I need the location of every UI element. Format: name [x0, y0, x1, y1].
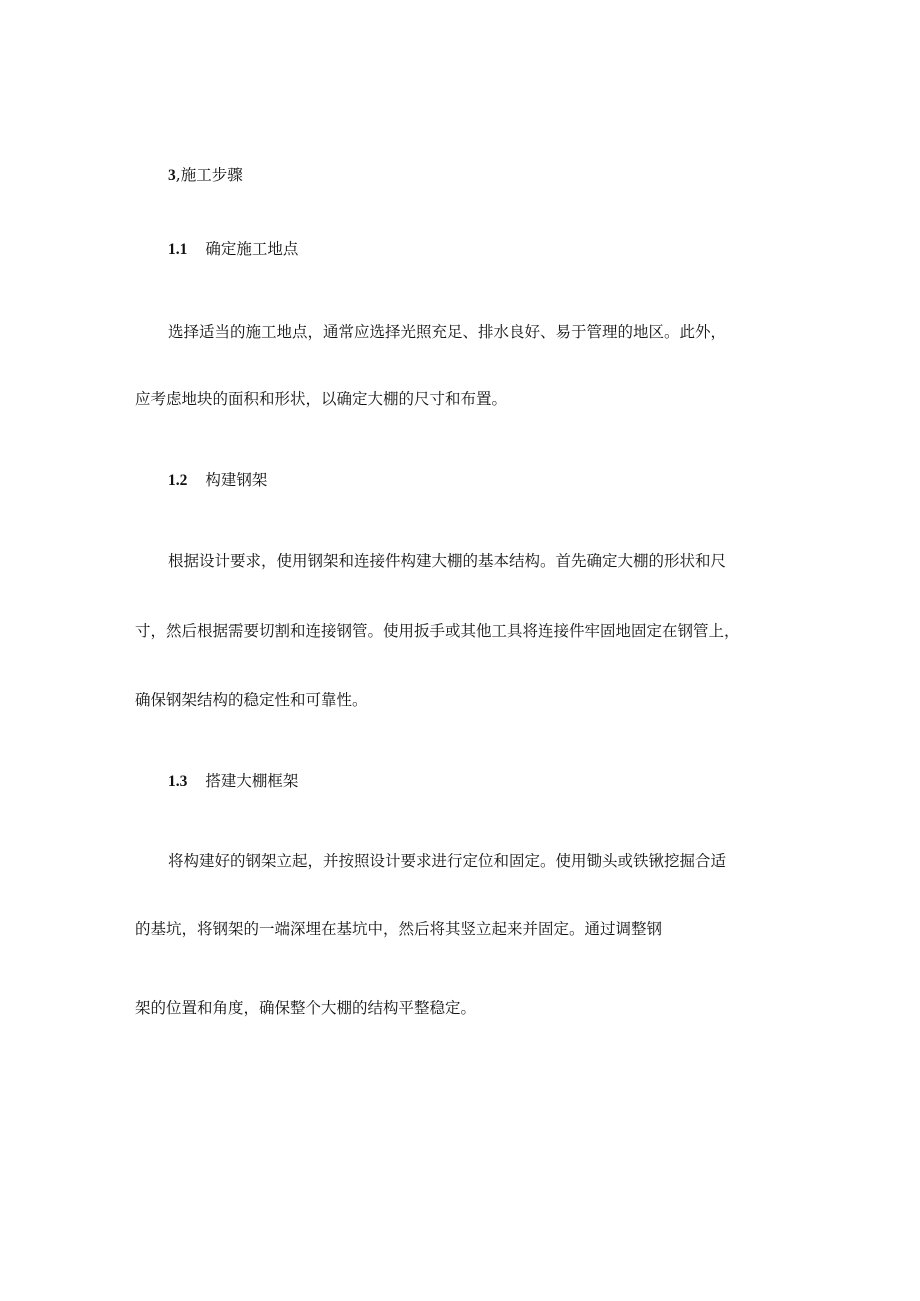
subsection-heading — [168, 771, 298, 792]
section-separator: , — [175, 166, 181, 184]
subsection-title: 搭建大棚框架 — [205, 772, 299, 790]
paragraph-line: 的基坑，将钢架的一端深埋在基坑中，然后将其竖立起来并固定。通过调整钢 — [135, 920, 663, 938]
subsection-title: 构建钢架 — [205, 471, 268, 489]
subsection-number: 1.3 — [168, 773, 188, 790]
paragraph-line: 根据设计要求，使用钢架和连接件构建大棚的基本结构。首先确定大棚的形状和尺 — [168, 552, 727, 570]
paragraph-line: 应考虑地块的面积和形状，以确定大棚的尺寸和布置。 — [135, 390, 508, 408]
paragraph-line: 选择适当的施工地点，通常应选择光照充足、排水良好、易于管理的地区。此外， — [168, 323, 727, 341]
subsection-heading — [168, 470, 267, 491]
subsection-heading — [168, 239, 298, 260]
subsection-title: 确定施工地点 — [205, 240, 299, 258]
subsection-number: 1.1 — [168, 241, 188, 258]
section-heading — [168, 165, 243, 186]
paragraph-line: 将构建好的钢架立起，并按照设计要求进行定位和固定。使用锄头或铁锹挖掘合适 — [168, 852, 727, 870]
paragraph-line: 确保钢架结构的稳定性和可靠性。 — [135, 691, 368, 709]
section-title: 施工步骤 — [180, 166, 243, 184]
paragraph-line: 架的位置和角度，确保整个大棚的结构平整稳定。 — [135, 999, 477, 1017]
section-number: 3 — [168, 167, 176, 184]
subsection-number: 1.2 — [168, 472, 188, 489]
paragraph-line: 寸，然后根据需要切割和连接钢管。使用扳手或其他工具将连接件牢固地固定在钢管上， — [135, 622, 740, 640]
